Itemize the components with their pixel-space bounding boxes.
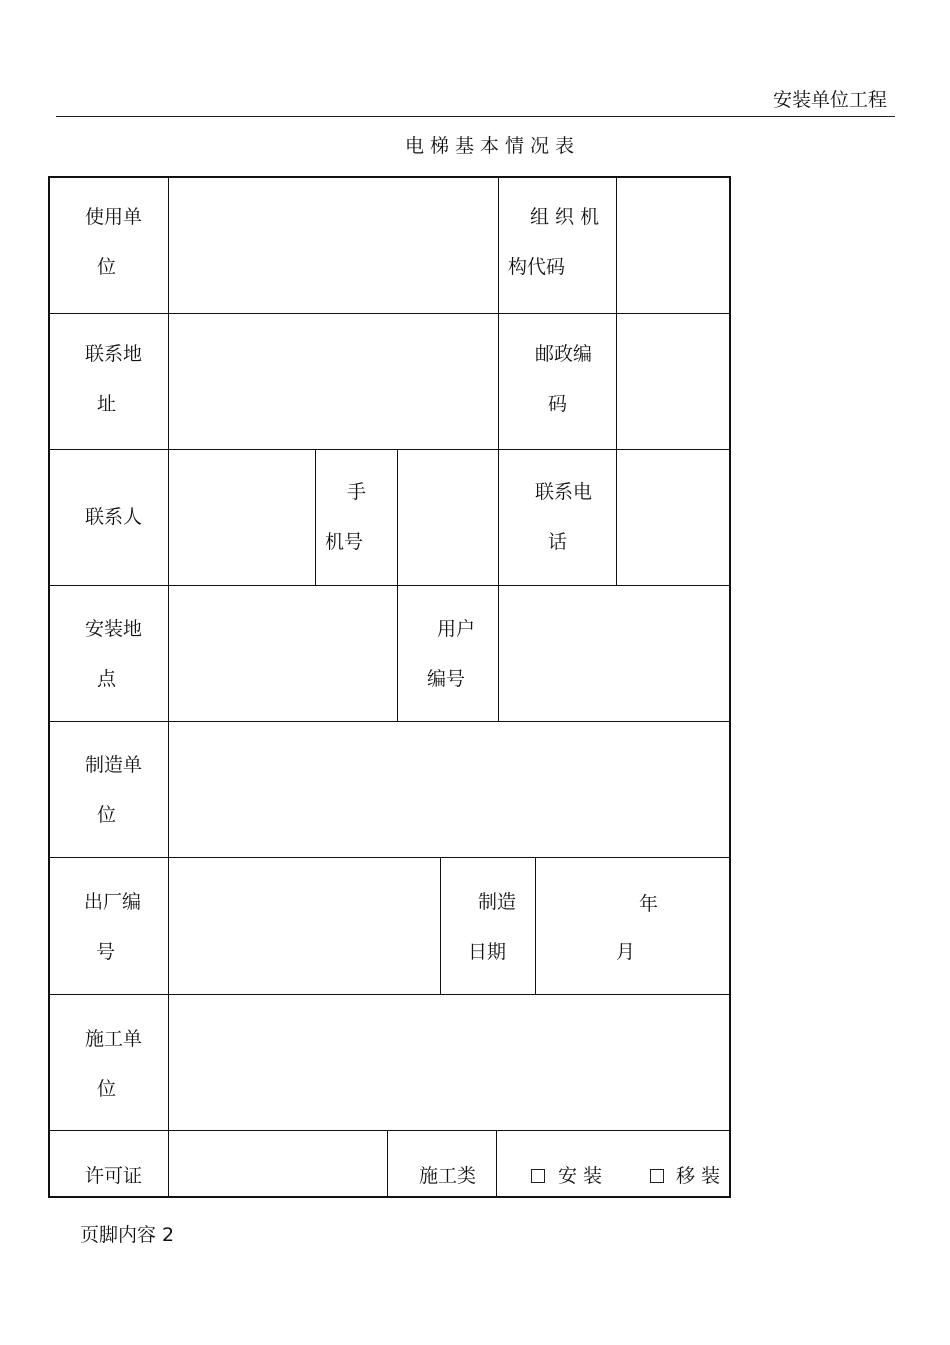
row6-divider-b: [535, 857, 536, 994]
user-id-label-line2: 编号: [427, 668, 466, 690]
construction-type-label: 施工类: [419, 1165, 477, 1187]
manufacturer-label-line1: 制造单: [85, 754, 143, 776]
row2-divider-b: [616, 313, 617, 449]
month-label: 月: [616, 941, 636, 963]
install-location-label-line1: 安装地: [85, 618, 143, 640]
user-unit-label-line2: 位: [97, 256, 117, 278]
year-label: 年: [639, 893, 659, 915]
row-separator-4: [49, 721, 730, 722]
row8-divider-a: [387, 1130, 388, 1197]
row1-divider-b: [616, 177, 617, 313]
document-title: 电梯基本情况表: [405, 135, 581, 157]
phone-label-line1: 联系电: [535, 481, 593, 503]
row8-divider-b: [496, 1130, 497, 1197]
row3-divider-d: [616, 449, 617, 585]
user-id-label-line1: 用户: [437, 618, 476, 640]
row4-divider-a: [397, 585, 398, 721]
license-label: 许可证: [85, 1165, 143, 1187]
construction-unit-label-line1: 施工单: [85, 1028, 143, 1050]
mobile-label-line2: 机号: [325, 531, 364, 553]
header-company-text: 安装单位工程: [772, 89, 887, 111]
construction-unit-label-line2: 位: [97, 1078, 117, 1100]
manufacture-date-label-line2: 日期: [468, 941, 507, 963]
row-separator-7: [49, 1130, 730, 1131]
row1-divider-a: [498, 177, 499, 313]
row3-divider-a: [315, 449, 316, 585]
install-location-label-line2: 点: [97, 668, 117, 690]
relocate-option-label: 移 装: [676, 1165, 721, 1187]
postal-code-label-line1: 邮政编: [535, 343, 593, 365]
contact-address-label-line1: 联系地: [85, 343, 143, 365]
relocate-checkbox[interactable]: [650, 1169, 664, 1183]
user-unit-label-line1: 使用单: [85, 206, 143, 228]
contact-address-label-line2: 址: [97, 393, 117, 415]
label-column-divider: [168, 177, 169, 1197]
row-separator-6: [49, 994, 730, 995]
org-code-label-line1: 组 织 机: [530, 206, 600, 228]
contact-person-label: 联系人: [85, 506, 143, 528]
row4-divider-b: [498, 585, 499, 721]
manufacturer-label-line2: 位: [97, 804, 117, 826]
row3-divider-b: [397, 449, 398, 585]
factory-number-label-line2: 号: [96, 941, 116, 963]
mobile-label-line1: 手: [347, 481, 367, 503]
factory-number-label-line1: 出厂编: [84, 891, 142, 913]
form-table: [48, 176, 731, 1198]
manufacture-date-label-line1: 制造: [478, 891, 517, 913]
install-option-label: 安 装: [558, 1165, 603, 1187]
row-separator-3: [49, 585, 730, 586]
row2-divider-a: [498, 313, 499, 449]
row6-divider-a: [440, 857, 441, 994]
header-rule: [56, 116, 895, 117]
org-code-label-line2: 构代码: [508, 256, 566, 278]
row-separator-2: [49, 449, 730, 450]
row3-divider-c: [498, 449, 499, 585]
postal-code-label-line2: 码: [548, 393, 568, 415]
phone-label-line2: 话: [548, 531, 568, 553]
install-checkbox[interactable]: [531, 1169, 545, 1183]
row-separator-1: [49, 313, 730, 314]
row-separator-5: [49, 857, 730, 858]
footer-text: 页脚内容 2: [80, 1224, 175, 1246]
